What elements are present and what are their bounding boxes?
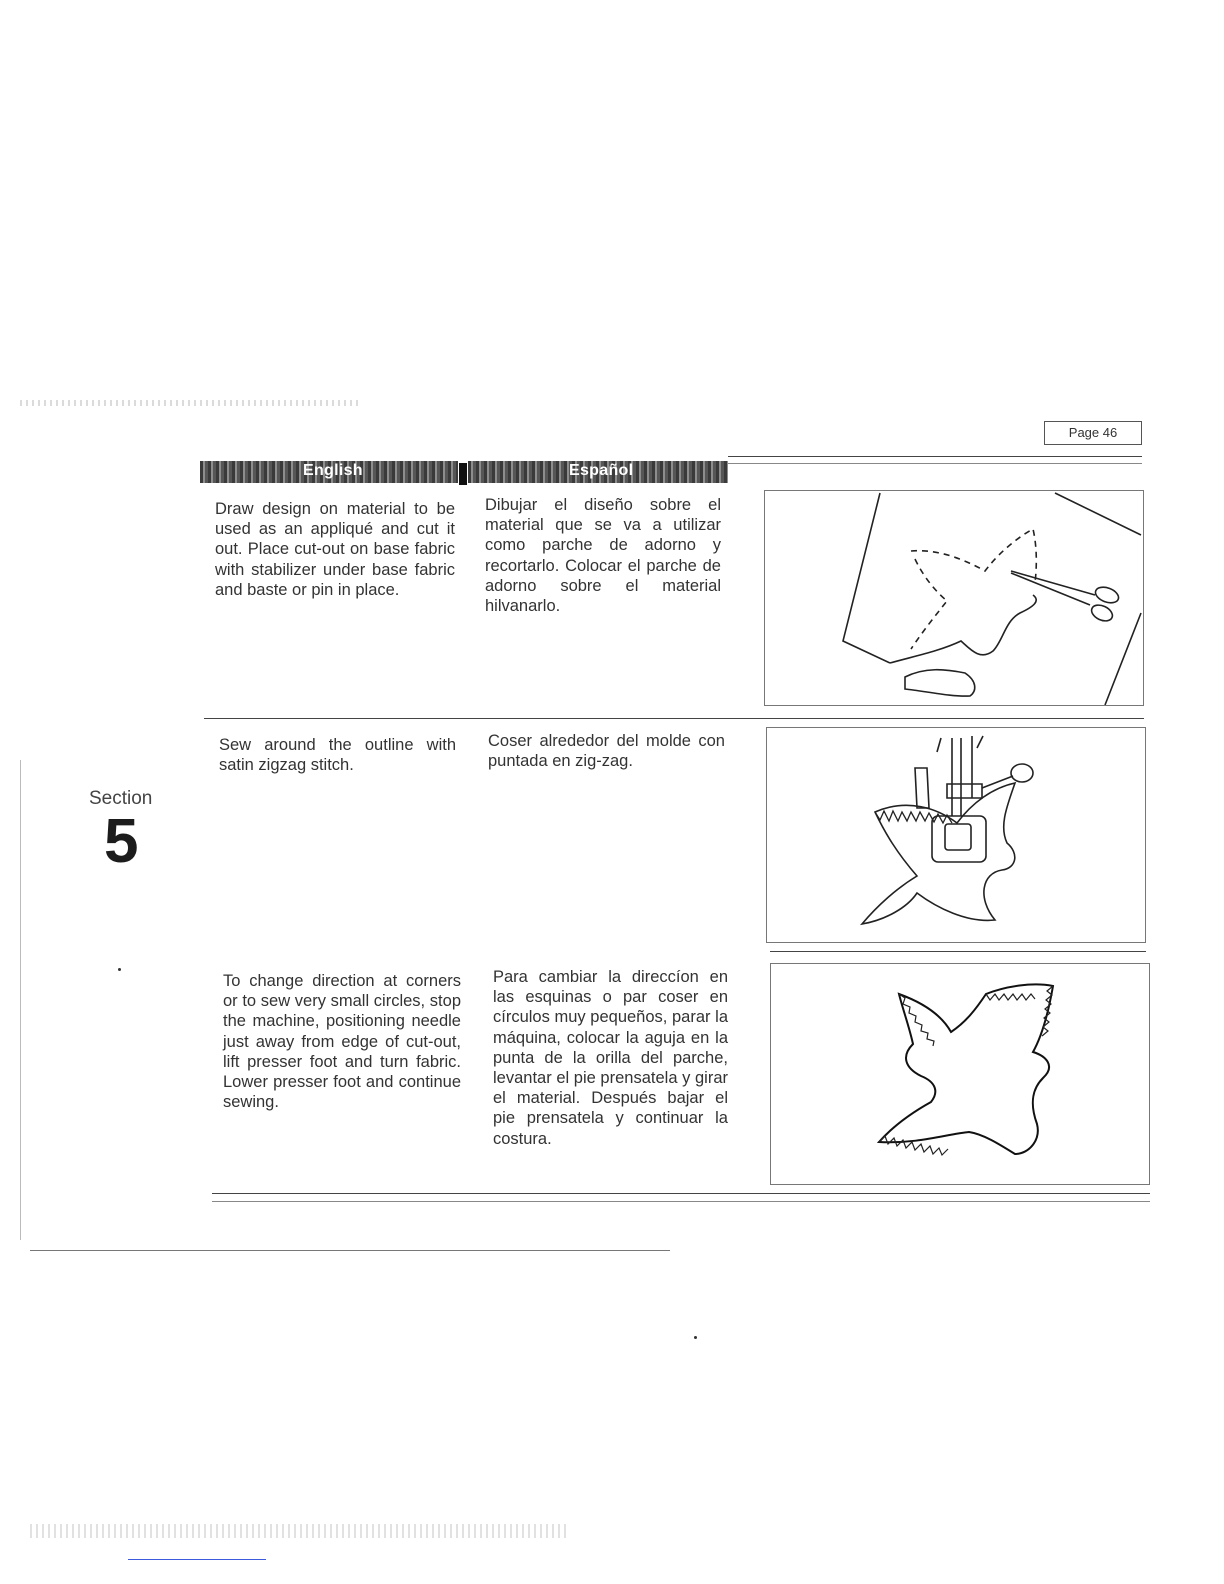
bottom-rule-secondary	[212, 1201, 1150, 1202]
stray-dot-2	[694, 1336, 697, 1339]
espanol-header: Español	[569, 462, 634, 479]
section-label: Section	[89, 788, 153, 809]
bottom-rule	[212, 1193, 1150, 1194]
stray-dot	[118, 968, 121, 971]
sewing-machine-zigzag-illustration-icon	[767, 728, 1145, 942]
step-3-espanol: Para cambiar la direccíon en las esquinas o par coser en círculos muy pequeños, parar la máquina, colocar la aguja en la punta de la orilla del parche, levantar el pie prensatela y girar el material. Después bajar el pie prensatela y continuar la costura.	[493, 968, 728, 1148]
figure-1	[764, 490, 1144, 706]
step-2-espanol: Coser alrededor del molde con puntada en zig-zag.	[488, 732, 725, 771]
left-margin-edge	[20, 760, 21, 1240]
underline-mark	[128, 1559, 266, 1560]
step-1-english: Draw design on material to be used as an appliqué and cut it out. Place cut-out on base fabric with stabilizer under base fabric and baste or pin in place.	[215, 500, 455, 599]
figure-2	[766, 727, 1146, 943]
step-1-rule	[204, 718, 1144, 719]
step-1-espanol: Dibujar el diseño sobre el material que se va a utilizar como parche de adorno y recortarlo. Colocar el parche de adorno sobre el material hilvanarlo.	[485, 496, 721, 616]
page-number-label: Page 46	[1044, 421, 1142, 445]
scan-artifact-top	[20, 400, 360, 406]
section-number: 5	[104, 807, 139, 876]
header-divider	[459, 463, 467, 485]
top-rule-secondary	[728, 463, 1142, 464]
scan-edge-line	[30, 1250, 670, 1251]
english-header: English	[303, 462, 363, 479]
step-3-english: To change direction at corners or to sew very small circles, stop the machine, positioning needle just away from edge of cut-out, lift presser foot and turn fabric. Lower presser foot and continue sewing.	[223, 972, 461, 1112]
figure-3	[770, 963, 1150, 1185]
top-rule	[728, 456, 1142, 457]
leaf-applique-satin-stitch-illustration-icon	[771, 964, 1149, 1184]
step-2-rule	[770, 951, 1146, 952]
scissors-cutting-applique-illustration-icon	[765, 491, 1143, 705]
scan-artifact-bottom	[30, 1524, 570, 1538]
step-2-english: Sew around the outline with satin zigzag stitch.	[219, 736, 456, 775]
